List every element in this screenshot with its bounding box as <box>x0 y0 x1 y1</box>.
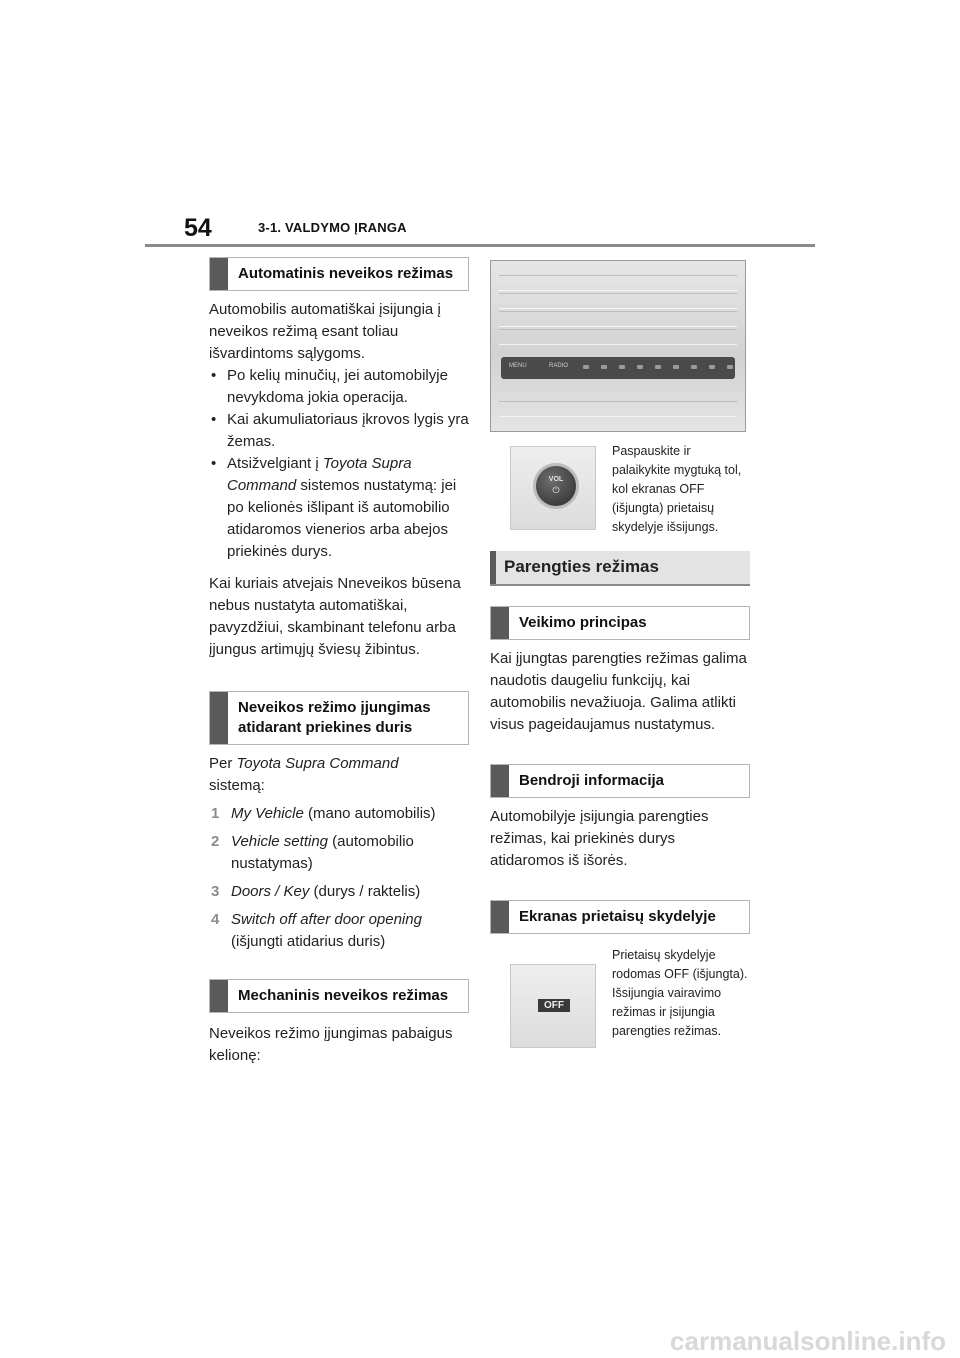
preset-button <box>673 365 679 369</box>
air-vent <box>499 329 737 345</box>
heading-text: Veikimo principas <box>519 614 647 631</box>
left-column <box>209 257 469 1067</box>
volume-knob-row <box>490 446 750 541</box>
conditions-list <box>209 365 469 563</box>
menu-button-label: MENU <box>509 363 527 369</box>
list-item: • Kai akumuliatoriaus įkrovos lygis yra žemas. <box>211 411 469 450</box>
heading-automatic-sleep-mode <box>209 257 469 291</box>
off-indicator: OFF <box>538 999 570 1012</box>
intro-paragraph: Automobilis automatiškai įsijungia į neveikos režimą esant toliau išvardintoms sąlygoms. <box>209 301 441 362</box>
principle-paragraph: Kai įjungtas parengties režimas galima naudotis daugeliu funkcijų, kai automobilis nevažiuoja. Galima atlikti visus pageidaujamus nustatymus. <box>490 650 747 733</box>
watermark: carmanualsonline.info <box>670 1326 946 1356</box>
volume-knob-photo <box>510 446 596 530</box>
general-paragraph: Automobilyje įsijungia parengties režimas, kai priekinės durys atidaromos iš išorės. <box>490 808 709 869</box>
air-vent <box>499 275 737 291</box>
step-item: 4 Switch off after door opening (išjungti atidarius duris) <box>211 911 422 950</box>
heading-doors-sleep-mode <box>209 691 469 745</box>
heading-bar <box>490 551 496 584</box>
step-item: 3 Doors / Key (durys / raktelis) <box>211 883 421 900</box>
volume-knob-caption: Paspauskite ir palaikykite mygtuką tol, kol ekranas OFF (išjungta) prietaisų skydelyje išsijungs. <box>612 444 742 534</box>
heading-text: Bendroji informacija <box>519 772 665 789</box>
note-paragraph: Kai kuriais atvejais Nneveikos būsena nebus nustatyta automatiškai, pavyzdžiui, skambinant telefonu arba įjungus artimųjų šviesų žibintus. <box>209 575 461 658</box>
heading-instrument-display <box>490 900 750 934</box>
heading-bar <box>491 765 509 797</box>
preset-button <box>601 365 607 369</box>
control-button-strip <box>501 357 735 379</box>
off-display-row <box>490 950 750 1045</box>
preset-button <box>655 365 661 369</box>
page-number: 54 <box>184 214 212 242</box>
heading-text: Automatinis neveikos režimas <box>238 265 454 282</box>
vol-label: VOL <box>548 476 564 483</box>
step-item: 2 Vehicle setting (automobilio nustatymas) <box>211 833 414 872</box>
power-icon: ⏻ <box>552 485 560 495</box>
heading-bar <box>491 901 509 933</box>
off-display-caption: Prietaisų skydelyje rodomas OFF (išjungta). Išsijungia vairavimo režimas ir įsijungia parengties režimas. <box>612 948 748 1038</box>
preset-button <box>727 365 733 369</box>
heading-mechanical-sleep-mode <box>209 979 469 1013</box>
volume-knob <box>533 463 579 509</box>
heading-bar <box>210 692 228 744</box>
heading-operating-principle <box>490 606 750 640</box>
per-system-paragraph: Per Toyota Supra Command sistemą: <box>209 755 399 794</box>
heading-bar <box>210 258 228 290</box>
heading-text: Mechaninis neveikos režimas <box>238 987 449 1004</box>
right-column <box>490 260 750 1045</box>
mechanical-paragraph: Neveikos režimo įjungimas pabaigus kelionę: <box>209 1025 453 1064</box>
trim-line <box>499 401 737 417</box>
heading-bar <box>210 980 228 1012</box>
preset-button <box>619 365 625 369</box>
chapter-title: 3-1. VALDYMO ĮRANGA <box>258 220 407 235</box>
steps-list <box>209 803 469 953</box>
header-rule <box>145 244 815 247</box>
heading-text: Neveikos režimo įjungimas atidarant priekines duris <box>238 699 431 736</box>
step-item: 1 My Vehicle (mano automobilis) <box>211 805 436 822</box>
list-item: • Atsižvelgiant į Toyota Supra Command sistemos nustatymą: jei po kelionės išlipant iš automobilio atidaromos vienerios arba abejos priekinės durys. <box>211 455 457 560</box>
air-vent <box>499 311 737 327</box>
list-item: • Po kelių minučių, jei automobilyje nevykdoma jokia operacija. <box>211 367 448 406</box>
preset-button <box>691 365 697 369</box>
radio-button-label: RADIO <box>549 363 569 369</box>
off-display-photo <box>510 964 596 1048</box>
heading-text: Parengties režimas <box>504 557 659 576</box>
heading-general-information <box>490 764 750 798</box>
heading-bar <box>491 607 509 639</box>
heading-standby-mode <box>490 551 750 586</box>
heading-text: Ekranas prietaisų skydelyje <box>519 908 716 925</box>
center-console-photo <box>490 260 746 432</box>
preset-button <box>637 365 643 369</box>
preset-button <box>709 365 715 369</box>
air-vent <box>499 293 737 309</box>
preset-button <box>583 365 589 369</box>
